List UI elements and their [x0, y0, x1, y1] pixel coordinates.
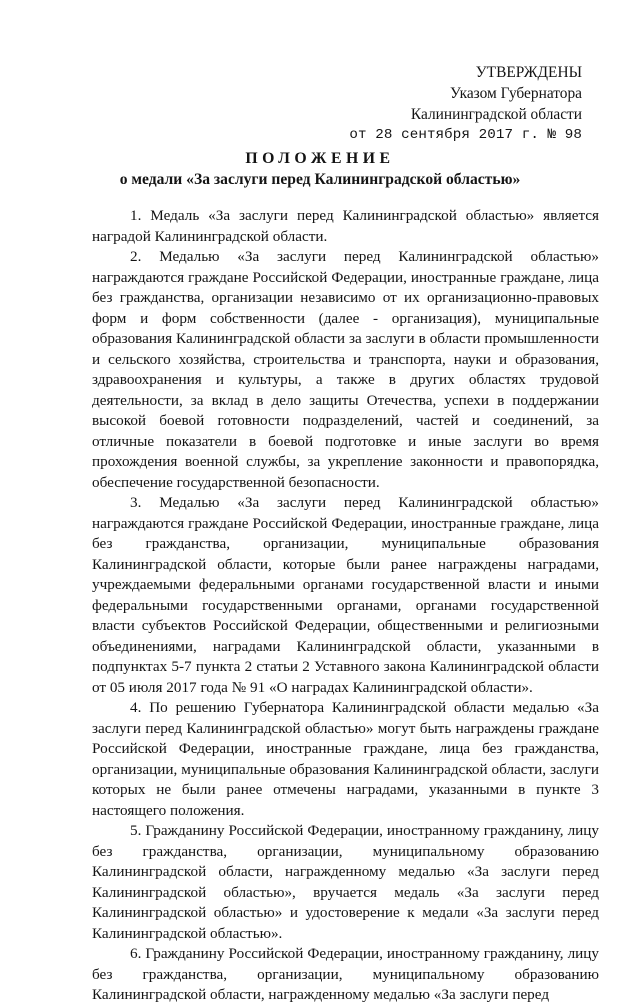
approval-authority: Указом Губернатора [450, 85, 582, 102]
paragraph-3: 3. Медалью «За заслуги перед Калининградской областью» награждаются граждане Российской Федерации, иностранные граждане, лица без гражданства, организации, муниципальные образования Калининградской области, которые были ранее награждены наградами, учреждаемыми федеральными органами государственной власти и иными федеральными государственными органами, органами государственной власти субъектов Российской Федерации, общественными и религиозными объединениями, наградами Калининградской области, указанными в подпунктах 5-7 пункта 2 статьи 2 Уставного закона Калининградской области от 05 июля 2017 года № 91 «О наградах Калининградской области». [92, 494, 599, 696]
document-subtitle: о медали «За заслуги перед Калининградской областью» [119, 171, 521, 188]
document-title: ПОЛОЖЕНИЕ [245, 150, 395, 167]
document-body [92, 206, 599, 1006]
approval-heading: УТВЕРЖДЕНЫ [475, 64, 582, 81]
approval-region: Калининградской области [410, 106, 582, 123]
paragraph-6: 6. Гражданину Российской Федерации, иностранному гражданину, лицу без гражданства, организации, муниципальному образованию Калининградской области, награжденному медалью «За заслуги перед [92, 945, 599, 1003]
approval-block [322, 62, 582, 146]
paragraph-1: 1. Медаль «За заслуги перед Калининградской областью» является наградой Калининградской области. [92, 207, 599, 245]
paragraph-4: 4. По решению Губернатора Калининградской области медалью «За заслуги перед Калининградской областью» могут быть награждены граждане Российской Федерации, иностранные граждане, лица без гражданства, организации, муниципальные образования Калининградской области, заслуги которых не были ранее отмечены наградами, указанными в пункте 3 настоящего положения. [92, 699, 599, 819]
paragraph-2: 2. Медалью «За заслуги перед Калининградской областью» награждаются граждане Российской Федерации, иностранные граждане, лица без гражданства, организации независимо от их организационно-правовых форм и форм собственности (далее - организация), муниципальные образования Калининградской области за заслуги в области промышленности и сельского хозяйства, строительства и транспорта, науки и образования, здравоохранения и культуры, а также в других областях трудовой деятельности, за вклад в дело защиты Отечества, успехи в поддержании высокой боевой готовности подразделений, частей и соединений, за отличные показатели в боевой подготовке и иные заслуги во время прохождения военной службы, за укрепление законности и правопорядка, обеспечение государственной безопасности. [92, 248, 599, 491]
paragraph-5: 5. Гражданину Российской Федерации, иностранному гражданину, лицу без гражданства, организации, муниципальному образованию Калининградской области, награжденному медалью «За заслуги перед Калининградской областью», вручается медаль «За заслуги перед Калининградской областью» и удостоверение к медали «За заслуги перед Калининградской областью». [92, 822, 599, 942]
approval-decree-date-number: от 28 сентября 2017 г. № 98 [349, 127, 582, 143]
